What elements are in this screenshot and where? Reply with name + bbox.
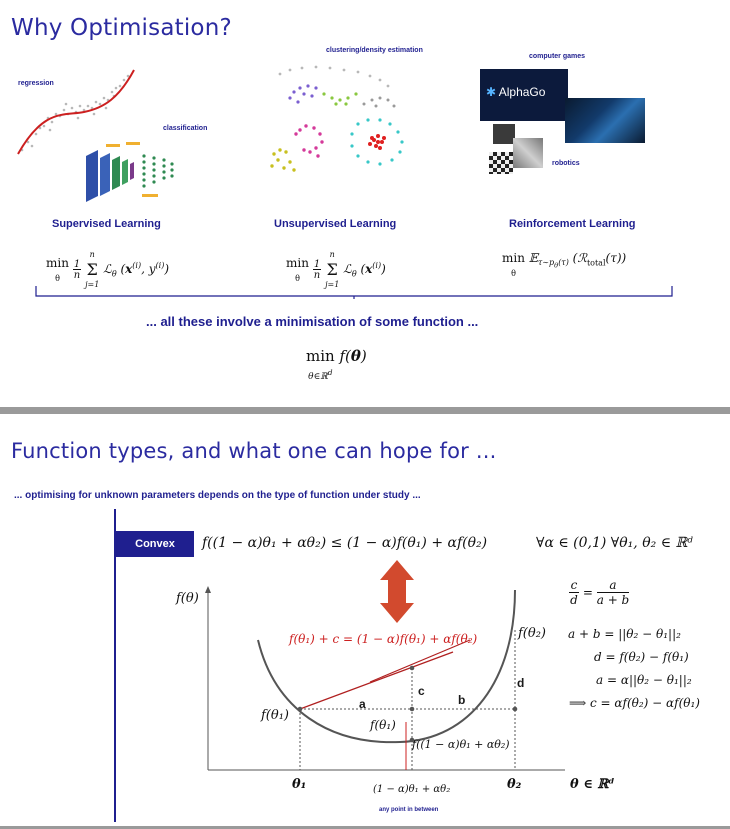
segment-b-label: b [458, 693, 466, 707]
ratio-equation: $\frac{c}{d} = \frac{a}{a + b}$ [570, 578, 630, 607]
supervised-formula: min θ 1 n n Σ j=1 ℒ$_\theta$ ($x^{(i)}$, $y^{(i)}$) [46, 250, 170, 289]
summary-text: ... all these involve a minimisation of some function ... [146, 314, 479, 329]
section2-subtitle: ... optimising for unknown parameters depends on the type of function under study ... [14, 490, 421, 501]
theta-mid-tick: (1 − α)θ₁ + αθ₂ [373, 784, 451, 795]
robotics-image-3 [489, 152, 513, 174]
x-axis-label: θ ∈ ℝᵈ [570, 777, 615, 792]
alphago-logo-icon: ✱ [486, 85, 497, 99]
reinforcement-heading: Reinforcement Learning [509, 218, 636, 230]
double-arrow-icon [380, 560, 414, 623]
section1-title: Why Optimisation? [11, 15, 232, 41]
alphago-label: AlphaGo [498, 85, 546, 99]
reinforcement-formula: min θ 𝔼$_{\tau\sim p_\theta(\tau)}$ (ℛ$_{total}$(τ)) [502, 251, 627, 278]
robotics-image-1 [493, 124, 515, 144]
robotics-caption: robotics [552, 160, 580, 167]
regression-caption: regression [18, 80, 54, 87]
derivation-line3: a = α||θ₂ − θ₁||₂ [596, 673, 692, 687]
convex-quantifier: ∀α ∈ (0,1) ∀θ₁, θ₂ ∈ ℝᵈ [536, 535, 693, 551]
y-axis-label: f(θ) [176, 591, 199, 606]
unsupervised-formula: min θ 1 n n Σ j=1 ℒ$_\theta$ $(x^{(i)})$ [286, 250, 386, 289]
unsupervised-heading: Unsupervised Learning [274, 218, 397, 230]
ratio-lhs-den: d [570, 593, 578, 607]
section-divider [0, 407, 730, 414]
clustering-caption: clustering/density estimation [326, 47, 423, 54]
any-point-caption: any point in between [379, 807, 439, 813]
derivation-line4: ⟹ c = αf(θ₂) − αf(θ₁) [569, 696, 700, 710]
red-equation: f(θ₁) + c = (1 − α)f(θ₁) + αf(θ₂) [289, 632, 478, 646]
segment-a-label: a [359, 697, 366, 711]
ratio-rhs-den: a + b [596, 593, 630, 607]
derivation-line2: d = f(θ₂) − f(θ₁) [594, 650, 689, 664]
f-mid-label: f((1 − α)θ₁ + αθ₂) [412, 738, 510, 751]
theta2-tick: θ₂ [507, 777, 522, 792]
alphago-image [480, 69, 568, 121]
f-theta1-inner-label: f(θ₁) [370, 718, 396, 732]
underbrace [34, 284, 676, 300]
f-theta2-label: f(θ₂) [518, 626, 546, 641]
ratio-lhs-num: c [570, 578, 578, 592]
clustering-illustration [260, 58, 420, 183]
classification-illustration [82, 136, 197, 206]
derivation-line1: a + b = ||θ₂ − θ₁||₂ [568, 627, 681, 641]
supervised-heading: Supervised Learning [52, 218, 161, 230]
segment-d-label: d [517, 676, 525, 690]
classification-caption: classification [163, 125, 208, 132]
games-caption: computer games [529, 53, 586, 60]
ratio-rhs-num: a [609, 578, 617, 592]
section2-title: Function types, and what one can hope for ... [11, 439, 497, 463]
game-scene-image [565, 98, 645, 143]
convex-definition: f((1 − α)θ₁ + αθ₂) ≤ (1 − α)f(θ₁) + αf(θ₂) [202, 535, 488, 551]
segment-c-label: c [418, 684, 425, 698]
theta1-tick: θ₁ [292, 777, 307, 792]
main-formula: min θ∈ℝ$^d$ f(θ) [306, 347, 367, 382]
convex-label: Convex [116, 531, 194, 557]
f-theta1-label: f(θ₁) [261, 708, 289, 723]
robotics-image-2 [513, 138, 543, 168]
